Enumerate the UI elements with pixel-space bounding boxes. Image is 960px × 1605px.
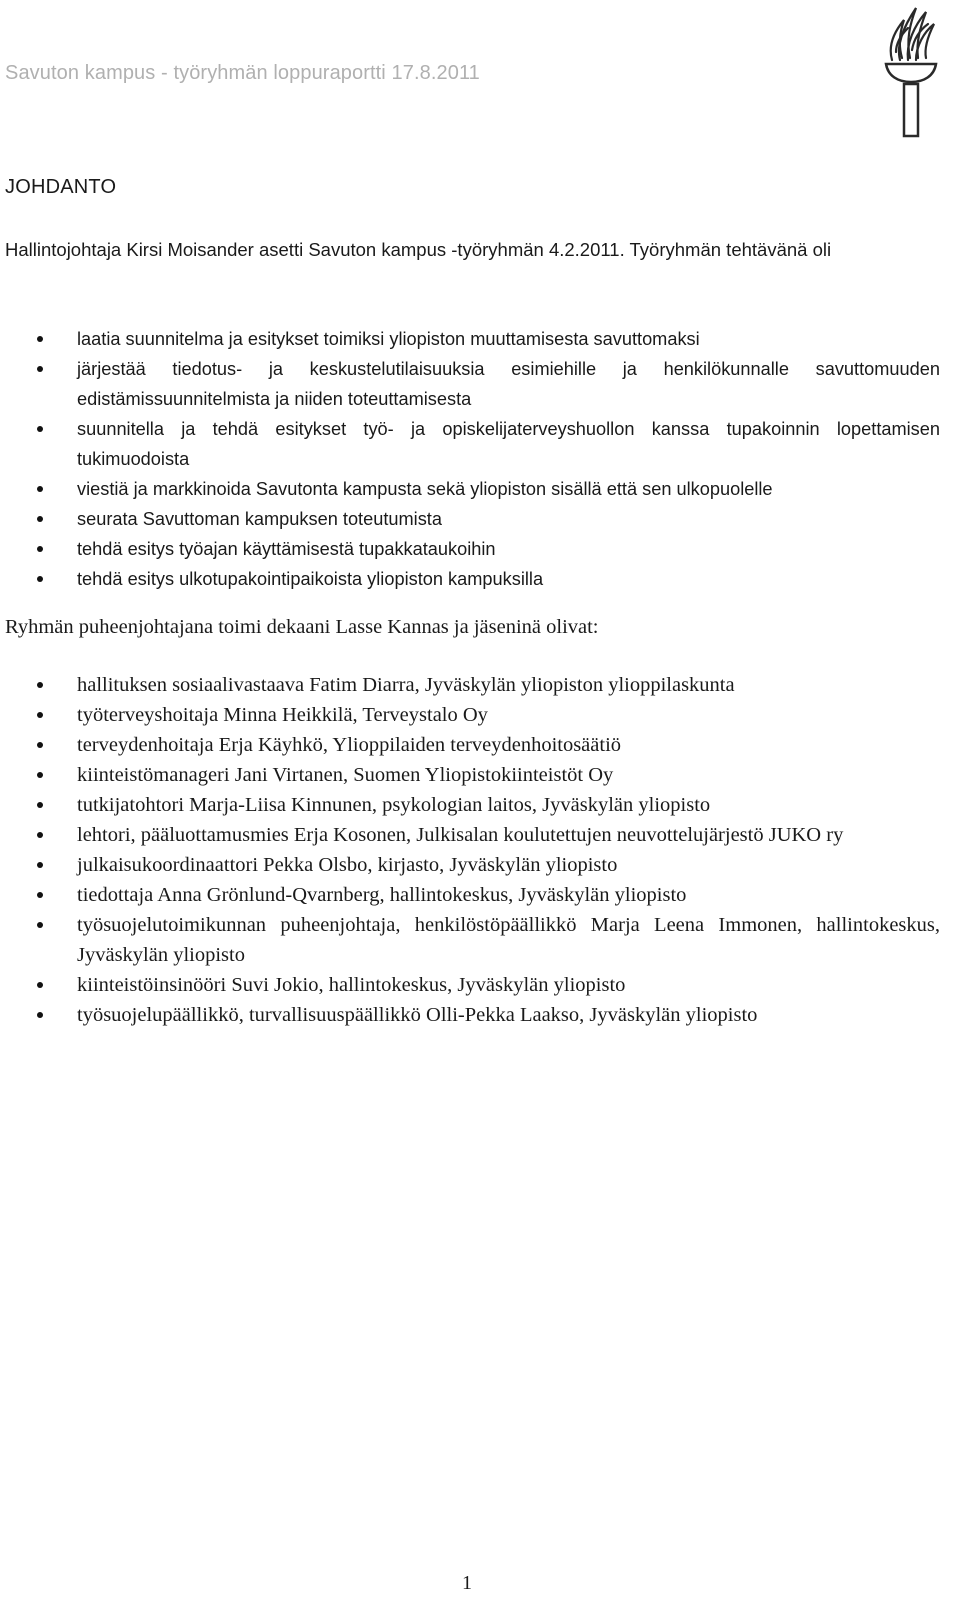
bullet-icon bbox=[37, 772, 43, 778]
bullet-icon bbox=[37, 336, 43, 342]
running-header: Savuton kampus - työryhmän loppuraportti 17.8.2011 bbox=[5, 62, 480, 84]
bullet-icon bbox=[37, 486, 43, 492]
list-item-text: kiinteistömanageri Jani Virtanen, Suomen Yliopistokiinteistöt Oy bbox=[77, 764, 614, 786]
list-item bbox=[0, 414, 940, 474]
list-item-text: seurata Savuttoman kampuksen toteutumista bbox=[77, 509, 442, 529]
list-item bbox=[0, 1000, 940, 1030]
bullet-icon bbox=[37, 1012, 43, 1018]
intro-paragraph: Hallintojohtaja Kirsi Moisander asetti Savuton kampus -työryhmän 4.2.2011. Työryhmän tehtävänä oli bbox=[5, 239, 832, 260]
list-item bbox=[0, 760, 940, 790]
list-item bbox=[0, 820, 940, 850]
bullet-icon bbox=[37, 922, 43, 928]
list-item bbox=[0, 354, 940, 414]
list-item-text: lehtori, pääluottamusmies Erja Kosonen, Julkisalan koulutettujen neuvottelujärjestö JUKO ry bbox=[77, 824, 844, 846]
list-item-text: tehdä esitys työajan käyttämisestä tupakkataukoihin bbox=[77, 539, 496, 559]
list-item-text: laatia suunnitelma ja esitykset toimiksi yliopiston muuttamisesta savuttomaksi bbox=[77, 329, 700, 349]
list-item-text: työterveyshoitaja Minna Heikkilä, Terveystalo Oy bbox=[77, 704, 488, 726]
list-item bbox=[0, 564, 940, 594]
list-item bbox=[0, 700, 940, 730]
torch-logo-icon bbox=[884, 2, 938, 138]
bullet-icon bbox=[37, 712, 43, 718]
bullet-icon bbox=[37, 426, 43, 432]
list-item-text: suunnitella ja tehdä esitykset työ- ja opiskelijaterveyshuollon kanssa tupakoinnin lopettamisen tukimuodoista bbox=[77, 419, 940, 469]
bullet-icon bbox=[37, 516, 43, 522]
bullet-icon bbox=[37, 682, 43, 688]
section-heading: JOHDANTO bbox=[5, 176, 117, 198]
list-item-text: kiinteistöinsinööri Suvi Jokio, hallintokeskus, Jyväskylän yliopisto bbox=[77, 974, 626, 996]
list-item bbox=[0, 880, 940, 910]
list-item bbox=[0, 970, 940, 1000]
bullet-icon bbox=[37, 982, 43, 988]
list-item-text: järjestää tiedotus- ja keskustelutilaisuuksia esimiehille ja henkilökunnalle savuttomuuden edistämissuunnitelmista ja niiden toteuttamisesta bbox=[77, 359, 940, 409]
list-item-text: tutkijatohtori Marja-Liisa Kinnunen, psykologian laitos, Jyväskylän yliopisto bbox=[77, 794, 711, 816]
bullet-icon bbox=[37, 576, 43, 582]
list-item-text: työsuojelupäällikkö, turvallisuuspäällikkö Olli-Pekka Laakso, Jyväskylän yliopisto bbox=[77, 1004, 758, 1026]
list-item-text: tehdä esitys ulkotupakointipaikoista yliopiston kampuksilla bbox=[77, 569, 544, 589]
list-item bbox=[0, 670, 940, 700]
list-item bbox=[0, 730, 940, 760]
page-number: 1 bbox=[462, 1572, 472, 1594]
task-list bbox=[0, 324, 940, 594]
list-item-text: tiedottaja Anna Grönlund-Qvarnberg, hallintokeskus, Jyväskylän yliopisto bbox=[77, 884, 687, 906]
bullet-icon bbox=[37, 862, 43, 868]
list-item bbox=[0, 790, 940, 820]
list-item bbox=[0, 850, 940, 880]
list-item-text: työsuojelutoimikunnan puheenjohtaja, henkilöstöpäällikkö Marja Leena Immonen, hallintokeskus, Jyväskylän yliopisto bbox=[77, 914, 940, 966]
bullet-icon bbox=[37, 832, 43, 838]
bullet-icon bbox=[37, 546, 43, 552]
list-item bbox=[0, 474, 940, 504]
member-list bbox=[0, 670, 940, 1030]
bullet-icon bbox=[37, 802, 43, 808]
list-item bbox=[0, 504, 940, 534]
list-item bbox=[0, 324, 940, 354]
bullet-icon bbox=[37, 742, 43, 748]
list-item-text: terveydenhoitaja Erja Käyhkö, Ylioppilaiden terveydenhoitosäätiö bbox=[77, 734, 622, 756]
list-item-text: viestiä ja markkinoida Savutonta kampusta sekä yliopiston sisällä että sen ulkopuolelle bbox=[77, 479, 773, 499]
bullet-icon bbox=[37, 892, 43, 898]
list-item-text: julkaisukoordinaattori Pekka Olsbo, kirjasto, Jyväskylän yliopisto bbox=[77, 854, 618, 876]
list-item bbox=[0, 910, 940, 970]
list-item-text: hallituksen sosiaalivastaava Fatim Diarra, Jyväskylän yliopiston ylioppilaskunta bbox=[77, 674, 735, 696]
bullet-icon bbox=[37, 366, 43, 372]
list-item bbox=[0, 534, 940, 564]
group-intro-paragraph: Ryhmän puheenjohtajana toimi dekaani Lasse Kannas ja jäseninä olivat: bbox=[5, 616, 599, 638]
